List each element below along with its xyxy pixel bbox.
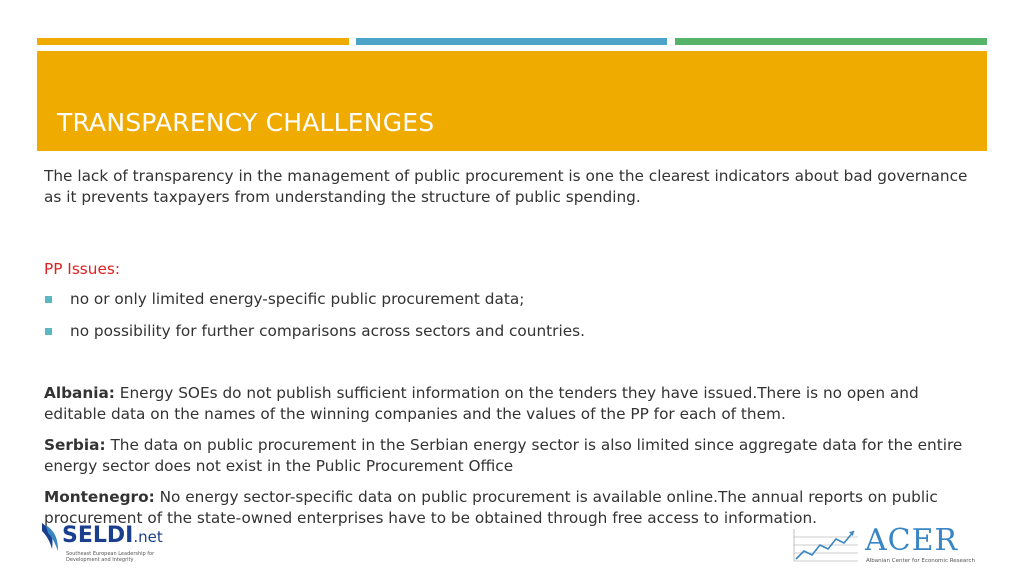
square-bullet-icon xyxy=(45,328,52,335)
acer-wordmark: ACER xyxy=(865,523,959,558)
country-text: No energy sector-specific data on public procurement is available online.The annual reports on public procurement of the state-owned enterprises have to be obtained through free access to information. xyxy=(44,488,938,527)
title-band xyxy=(37,51,987,151)
list-item xyxy=(44,289,984,310)
seldi-wordmark: SELDI.net xyxy=(62,523,163,548)
bullet-text: no possibility for further comparisons across sectors and countries. xyxy=(70,322,585,340)
country-name: Serbia: xyxy=(44,436,106,454)
seldi-tagline: Southeast European Leadership for Development and Integrity xyxy=(66,551,155,563)
seldi-swoosh-icon xyxy=(40,521,62,553)
square-bullet-icon xyxy=(45,296,52,303)
country-note-albania xyxy=(44,383,984,425)
acer-tagline: Albanian Center for Economic Research xyxy=(866,558,975,564)
intro-paragraph: The lack of transparency in the management of public procurement is one the clearest indicators about bad governance as it prevents taxpayers from understanding the structure of public spending. xyxy=(44,167,968,206)
country-name: Montenegro: xyxy=(44,488,155,506)
pp-issues-heading: PP Issues: xyxy=(44,260,120,278)
slide-content xyxy=(44,166,984,539)
country-text: The data on public procurement in the Serbian energy sector is also limited since aggregate data for the entire energy sector does not exist in the Public Procurement Office xyxy=(44,436,963,475)
country-text: Energy SOEs do not publish sufficient information on the tenders they have issued.There is no open and editable data on the names of the winning companies and the values of the PP for each of them. xyxy=(44,384,919,423)
accent-bar-yellow xyxy=(37,38,349,45)
list-item xyxy=(44,321,984,342)
accent-bar-blue xyxy=(356,38,667,45)
acer-chart-icon xyxy=(790,525,862,565)
seldi-logo xyxy=(40,521,180,567)
accent-bar-green xyxy=(675,38,987,45)
bullet-text: no or only limited energy-specific public procurement data; xyxy=(70,290,525,308)
pp-issues-list xyxy=(44,289,984,342)
country-name: Albania: xyxy=(44,384,115,402)
acer-logo xyxy=(790,523,980,568)
slide-title: TRANSPARENCY CHALLENGES xyxy=(57,108,435,137)
country-notes xyxy=(44,383,984,529)
country-note-serbia xyxy=(44,435,984,477)
